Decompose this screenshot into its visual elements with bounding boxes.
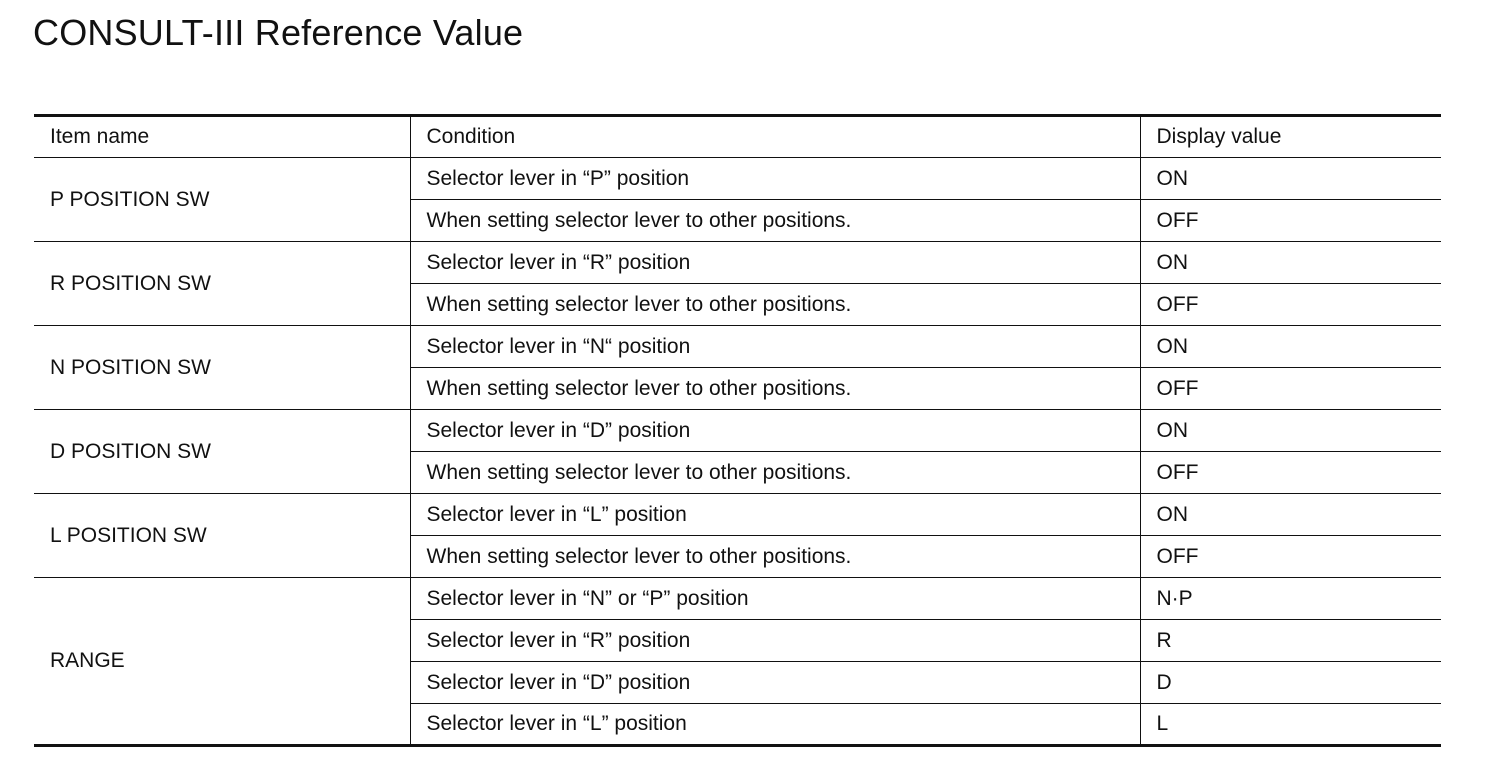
- table-row: [34, 158, 1441, 200]
- item-name-cell: R POSITION SW: [34, 242, 410, 326]
- item-name-cell: D POSITION SW: [34, 410, 410, 494]
- condition-cell: Selector lever in “N“ position: [410, 326, 1140, 368]
- display-value-cell: ON: [1140, 326, 1441, 368]
- display-value-cell: R: [1140, 620, 1441, 662]
- table-row: [34, 494, 1441, 536]
- display-value-cell: ON: [1140, 158, 1441, 200]
- page-title: CONSULT-III Reference Value: [33, 12, 524, 53]
- display-value-cell: N·P: [1140, 578, 1441, 620]
- table-row: [34, 578, 1441, 620]
- condition-cell: When setting selector lever to other positions.: [410, 284, 1140, 326]
- table-row: [34, 410, 1441, 452]
- display-value-cell: OFF: [1140, 452, 1441, 494]
- condition-cell: Selector lever in “L” position: [410, 494, 1140, 536]
- display-value-cell: ON: [1140, 242, 1441, 284]
- display-value-cell: D: [1140, 662, 1441, 704]
- reference-value-table: [34, 114, 1441, 747]
- condition-cell: When setting selector lever to other positions.: [410, 368, 1140, 410]
- display-value-cell: OFF: [1140, 200, 1441, 242]
- display-value-cell: ON: [1140, 410, 1441, 452]
- condition-cell: When setting selector lever to other positions.: [410, 452, 1140, 494]
- item-name-cell: L POSITION SW: [34, 494, 410, 578]
- display-value-cell: L: [1140, 704, 1441, 746]
- table-row: [34, 242, 1441, 284]
- display-value-cell: OFF: [1140, 284, 1441, 326]
- display-value-cell: OFF: [1140, 368, 1441, 410]
- table-header-row: [34, 116, 1441, 158]
- item-name-cell: RANGE: [34, 578, 410, 746]
- display-value-cell: ON: [1140, 494, 1441, 536]
- table-row: [34, 326, 1441, 368]
- header-item-name: Item name: [34, 116, 410, 158]
- condition-cell: Selector lever in “P” position: [410, 158, 1140, 200]
- condition-cell: Selector lever in “R” position: [410, 242, 1140, 284]
- condition-cell: When setting selector lever to other positions.: [410, 536, 1140, 578]
- condition-cell: Selector lever in “N” or “P” position: [410, 578, 1140, 620]
- condition-cell: Selector lever in “D” position: [410, 662, 1140, 704]
- condition-cell: Selector lever in “L” position: [410, 704, 1140, 746]
- item-name-cell: N POSITION SW: [34, 326, 410, 410]
- item-name-cell: P POSITION SW: [34, 158, 410, 242]
- condition-cell: Selector lever in “R” position: [410, 620, 1140, 662]
- condition-cell: Selector lever in “D” position: [410, 410, 1140, 452]
- condition-cell: When setting selector lever to other positions.: [410, 200, 1140, 242]
- header-condition: Condition: [410, 116, 1140, 158]
- header-display-value: Display value: [1140, 116, 1441, 158]
- display-value-cell: OFF: [1140, 536, 1441, 578]
